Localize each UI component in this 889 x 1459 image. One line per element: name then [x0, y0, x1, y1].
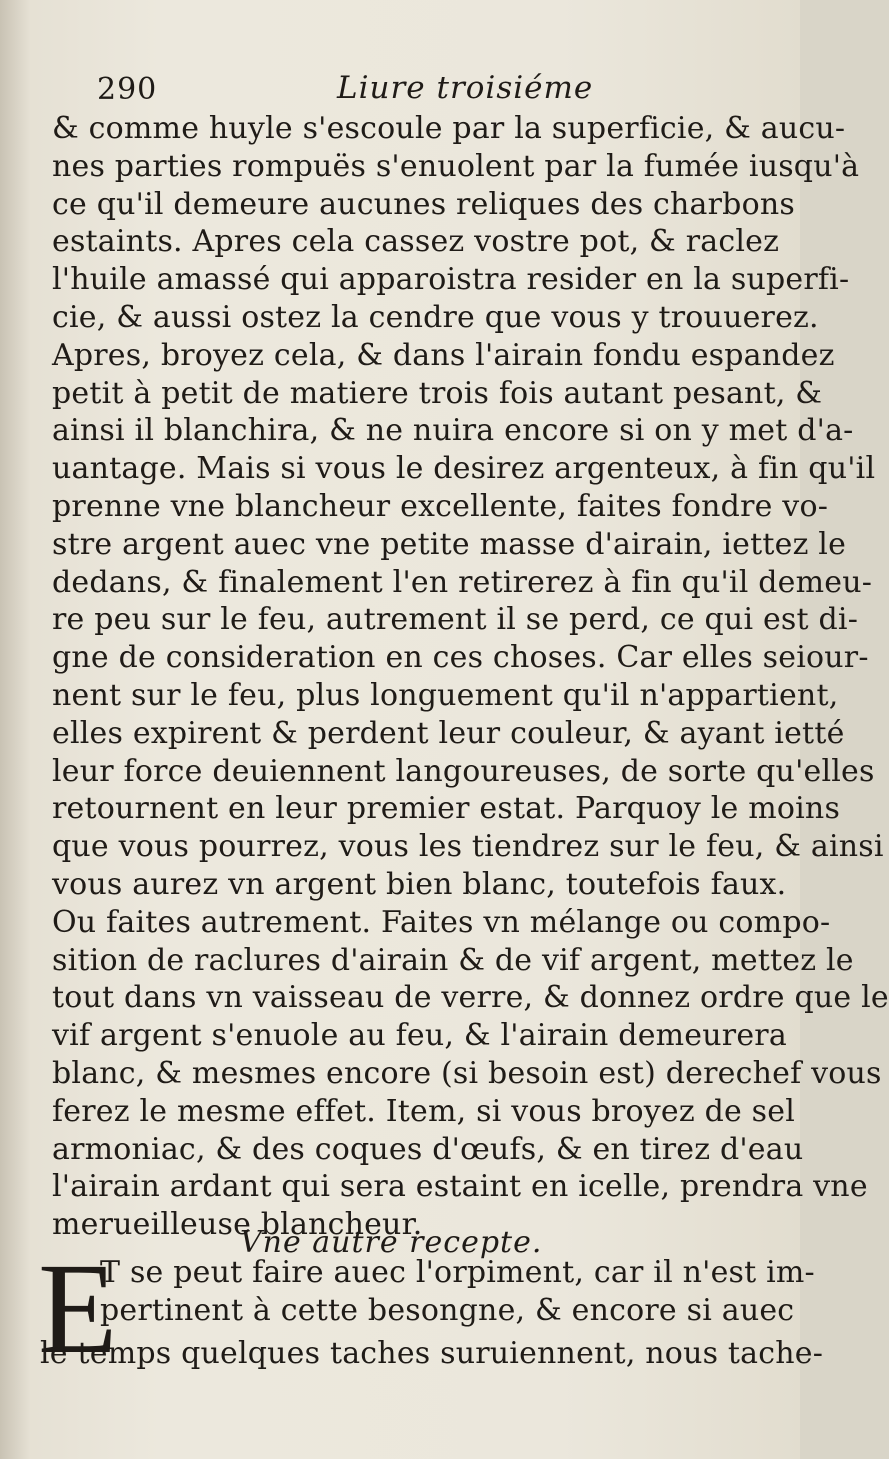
text-line: re peu sur le feu, autrement il se perd, ce qui est di-	[52, 602, 859, 638]
text-line: & comme huyle s'escoule par la superficie, & aucu-	[52, 111, 846, 146]
text-line: Ou faites autrement. Faites vn mélange ou compo-	[52, 904, 831, 940]
text-line: ferez le mesme effet. Item, si vous broyez de sel	[52, 1093, 796, 1129]
text-line: l'airain ardant qui sera estaint en icelle, prendra vne	[52, 1169, 868, 1205]
page-number: 290	[97, 72, 158, 107]
text-line: armoniac, & des coques d'œufs, & en tirez d'eau	[52, 1131, 804, 1167]
text-line: tout dans vn vaisseau de verre, & donnez ordre que le	[52, 980, 889, 1016]
text-line: elles expirent & perdent leur couleur, & ayant ietté	[52, 715, 845, 751]
text-line: vous aurez vn argent bien blanc, toutefois faux.	[52, 866, 787, 902]
text-line: stre argent auec vne petite masse d'airain, iettez le	[52, 526, 847, 562]
text-line: T se peut faire auec l'orpiment, car il n'est im-	[100, 1255, 815, 1290]
text-line: ce qu'il demeure aucunes reliques des charbons	[52, 186, 795, 222]
section-text	[100, 1254, 815, 1330]
body-text	[52, 110, 889, 1244]
text-line: estaints. Apres cela cassez vostre pot, & raclez	[52, 224, 780, 260]
text-line: nent sur le feu, plus longuement qu'il n'appartient,	[52, 677, 839, 713]
text-line: leur force deuiennent langoureuses, de sorte qu'elles	[52, 753, 875, 789]
text-line: l'huile amassé qui apparoistra resider en la superfi-	[52, 262, 850, 298]
text-line: Apres, broyez cela, & dans l'airain fondu espandez	[52, 337, 835, 373]
text-line: uantage. Mais si vous le desirez argenteux, à fin qu'il	[52, 451, 876, 487]
text-line: prenne vne blancheur excellente, faites fondre vo-	[52, 488, 829, 524]
running-title: Liure troisiéme	[337, 70, 594, 106]
text-line: sition de raclures d'airain & de vif argent, mettez le	[52, 942, 854, 978]
text-line: que vous pourrez, vous les tiendrez sur le feu, & ainsi	[52, 829, 884, 865]
text-line: petit à petit de matiere trois fois autant pesant, &	[52, 375, 823, 411]
text-line: retournent en leur premier estat. Parquoy le moins	[52, 791, 841, 827]
text-line: gne de consideration en ces choses. Car elles seiour-	[52, 640, 869, 676]
text-line: nes parties rompuës s'enuolent par la fumée iusqu'à	[52, 148, 860, 184]
text-line: cie, & aussi ostez la cendre que vous y trouuerez.	[52, 299, 819, 335]
drop-cap: E	[38, 1237, 118, 1381]
text-line: le temps quelques taches suruiennent, nous tache-	[40, 1336, 824, 1371]
section-text-continued	[40, 1335, 824, 1373]
text-line: ainsi il blanchira, & ne nuira encore si on y met d'a-	[52, 413, 854, 449]
text-line: blanc, & mesmes encore (si besoin est) derechef vous	[52, 1055, 882, 1091]
section-heading: Vne autre recepte.	[240, 1225, 543, 1260]
text-line: pertinent à cette besongne, & encore si auec	[100, 1292, 795, 1328]
text-line last-line: merueilleuse blancheur.	[52, 1207, 423, 1243]
text-line: vif argent s'enuole au feu, & l'airain demeurera	[52, 1018, 787, 1054]
text-line: dedans, & finalement l'en retirerez à fin qu'il demeu-	[52, 564, 873, 600]
